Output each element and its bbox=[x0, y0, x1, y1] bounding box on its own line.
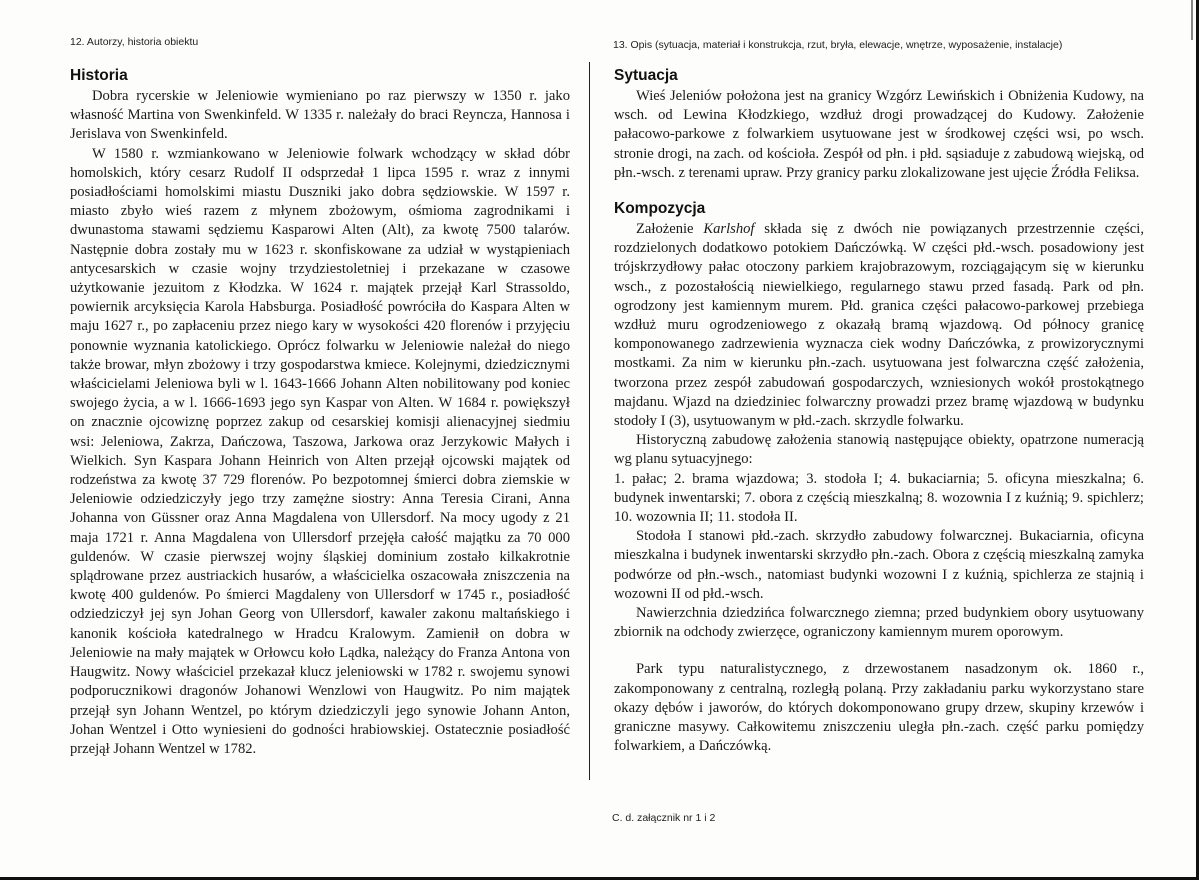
historia-heading: Historia bbox=[70, 67, 128, 84]
historia-paragraph-1: Dobra rycerskie w Jeleniowie wymieniano po raz pierwszy w 1350 r. jako własność Martina von Swenkinfeld. W 1335 r. należały do braci Reyncza, Hannosa i Jerislava von Swenkinfeld. bbox=[70, 88, 570, 143]
kompozycja-paragraph-4: Stodoła I stanowi płd.-zach. skrzydło zabudowy folwarcznej. Bukaciarnia, oficyna mieszkalna i budynek inwentarski skrzydło płn.-zach. Obora z częścią mieszkalną zamyka podwórze od płn.-wsch., natomiast budynki wozowni I z kuźnią, spichlerza ze stajnią i wozowni II od płd.-wsch. bbox=[614, 528, 1144, 602]
scan-edge bbox=[1191, 0, 1193, 40]
park-paragraph: Park typu naturalistycznego, z drzewostanem nasadzonym ok. 1860 r., zakomponowany z centralną, rozległą polaną. Przy zakładaniu parku wykorzystano stare okazy dębów i jaworów, do których dokomponowano grupy drzew, skupiny krzewów i graniczne masywy. Całkowitemu zniszczeniu uległa płn.-zach. część parku pomiędzy folwarkiem, a Dańczówką. bbox=[614, 661, 1144, 755]
left-column bbox=[70, 66, 570, 759]
kompozycja-heading: Kompozycja bbox=[614, 200, 706, 218]
right-column bbox=[614, 66, 1144, 757]
kompozycja-paragraph-1 bbox=[614, 220, 1144, 431]
kompozycja-paragraph-5: Nawierzchnia dziedzińca folwarcznego ziemna; przed budynkiem obory usytuowany zbiornik na odchody zwierzęce, ograniczony kamiennym murem oporowym. bbox=[614, 605, 1144, 641]
kompozycja-paragraph-2: Historyczną zabudowę założenia stanowią następujące obiekty, opatrzone numeracją wg planu sytuacyjnego: bbox=[614, 432, 1144, 468]
sytuacja-heading: Sytuacja bbox=[614, 67, 678, 84]
footer-note: C. d. załącznik nr 1 i 2 bbox=[612, 812, 716, 824]
sytuacja-paragraph: Wieś Jeleniów położona jest na granicy Wzgórz Lewińskich i Obniżenia Kudowy, na wsch. od Lewina Kłodzkiego, wzdłuż drogi prowadzącej do Kudowy. Założenie pałacowo-parkowe z folwarkiem usytuowane jest w środkowej części wsi, po wsch. stronie drogi, na zach. od kościoła. Zespół od płn. i płd. sąsiaduje z zabudową wiejską, od płn.-wsch. z terenami upraw. Przy granicy parku zlokalizowane jest ujęcie Źródła Feliksa. bbox=[614, 88, 1144, 181]
karlshof-name: Karlshof bbox=[703, 221, 755, 238]
kompozycja-p1-start: Założenie bbox=[636, 221, 704, 238]
historia-paragraph-2: W 1580 r. wzmiankowano w Jeleniowie folwark wchodzący w skład dóbr homolskich, który cesarz Rudolf II odsprzedał 1 lipca 1595 r. wraz z innymi posiadłościami homolskimi miastu Duszniki jako dobra sędziowskie. W 1597 r. miasto zbyło wieś razem z młynem zbożowym, ośmioma zagrodnikami i dwunastoma stawami sędziemu Kasparowi Alten (Alt), za kwotę 7500 talarów. Następnie dobra zostały mu w 1623 r. skonfiskowane za udział w wystąpieniach antycesarskich w czasie wojny trzydziestoletniej i przekazane w czasowe użytkowanie jezuitom z Kłodzka. W 1624 r. majątek przejął Karl Strassoldo, powiernik arcyksięcia Karola Habsburga. Posiadłość powróciła do Kaspara Alten w maju 1627 r., po zapłaceniu przez niego kary w wysokości 420 florenów i przyjęciu ponownie wyznania katolickiego. Oprócz folwarku w Jeleniowie należał do niego także browar, młyn zbożowy i trzy gospodarstwa kmiece. Kolejnymi, dziedzicznymi właścicielami Jeleniowa byli w l. 1643-1666 Johann Alten nobilitowany pod koniec swojego życia, a w l. 1666-1693 jego syn Kaspar von Alten. W 1684 r. powiększył on znacznie ojcowiznę poprzez zakup od cesarskiej komisji alienacyjnej siedmiu wsi: Jeleniowa, Zakrza, Dańczowa, Taszowa, Jarkowa oraz Jerzykowic Małych i Wielkich. Syn Kaspara Johann Heinrich von Alten przejął ojcowski majątek od rodzeństwa za kwotę 37 729 florenów. Po bezpotomnej śmierci dobra ziemskie w Jeleniowie odziedziczyły jego trzy zamężne siostry: Anna Teresia Cirani, Anna Johanna von Güssner oraz Anna Magdalena von Ullersdorf. Na mocy ugody z 21 maja 1721 r. Anna Magdalena von Ullersdorf przejęła całość majątku za 70 000 guldenów. W czasie pierwszej wojny śląskiej dominium zostało kilkakrotnie splądrowane przez austriackich husarów, a właścicielka oszacowała zniszczenia na kwotę 400 guldenów. Po śmierci Magdaleny von Ullersdorf w 1745 r., posiadłość odziedziczył jej syn Johan Georg von Ullersdorf, kawaler zakonu maltańskiego i kanonik kościoła katedralnego w Hradcu Kralowym. Zamienił on dobra w Jeleniowie na mały majątek w Orłowcu koło Lądka, należący do Franza Antona von Haugwitz. Nowy właściciel przekazał klucz jeleniowski w 1782 r. swojemu synowi podporucznikowi dragonów Johanowi Wenzlowi von Haugwitz. Po nim majątek przejął syn Johann Wentzel, po którym dziedziczyli jego synowie Johann Anton, Johan Wentzel i Otto wyniesieni do godności hrabiowskiej. Ostatecznie posiadłość przejął Johann Wentzel w 1782. bbox=[70, 145, 570, 757]
right-section-header: 13. Opis (sytuacja, materiał i konstrukcja, rzut, bryła, elewacje, wnętrze, wyposażenie, instalacje) bbox=[613, 39, 1063, 51]
kompozycja-p1-rest: składa się z dwóch nie powiązanych przestrzennie części, rozdzielonych dodatkowo potokiem Dańczówką. W części płd.-wsch. posadowiony jest trójskrzydłowy pałac otoczony parkiem krajobrazowym, rozciągającym się w kierunku wsch., z pozostałością niewielkiego, regularnego stawu przed fasadą. Park od płn. ogrodzony jest kamiennym murem. Płd. granica części pałacowo-parkowej przebiega wzdłuż muru ogrodzeniowego z okazałą bramą wjazdową. Od północy granicę komponowanego zadrzewienia wyznacza ciek wodny Dańczówka, z prowizorycznymi mostkami. Za nim w kierunku płn.-zach. usytuowana jest folwarczna część założenia, tworzona przez zespół zabudowań gospodarczych, wzniesionych wokół prostokątnego majdanu. Wjazd na dziedziniec folwarczny prowadzi przez bramę wjazdową w budynku stodoły I (3), usytuowanym w płd.-zach. skrzydle folwarku. bbox=[614, 221, 1144, 430]
building-list: 1. pałac; 2. brama wjazdowa; 3. stodoła I; 4. bukaciarnia; 5. oficyna mieszkalna; 6. budynek inwentarski; 7. obora z częścią mieszkalną; 8. wozownia I z kuźnią; 9. spichlerz; 10. wozownia II; 11. stodoła II. bbox=[614, 470, 1144, 526]
left-section-header: 12. Autorzy, historia obiektu bbox=[70, 36, 199, 48]
column-divider bbox=[589, 62, 590, 780]
